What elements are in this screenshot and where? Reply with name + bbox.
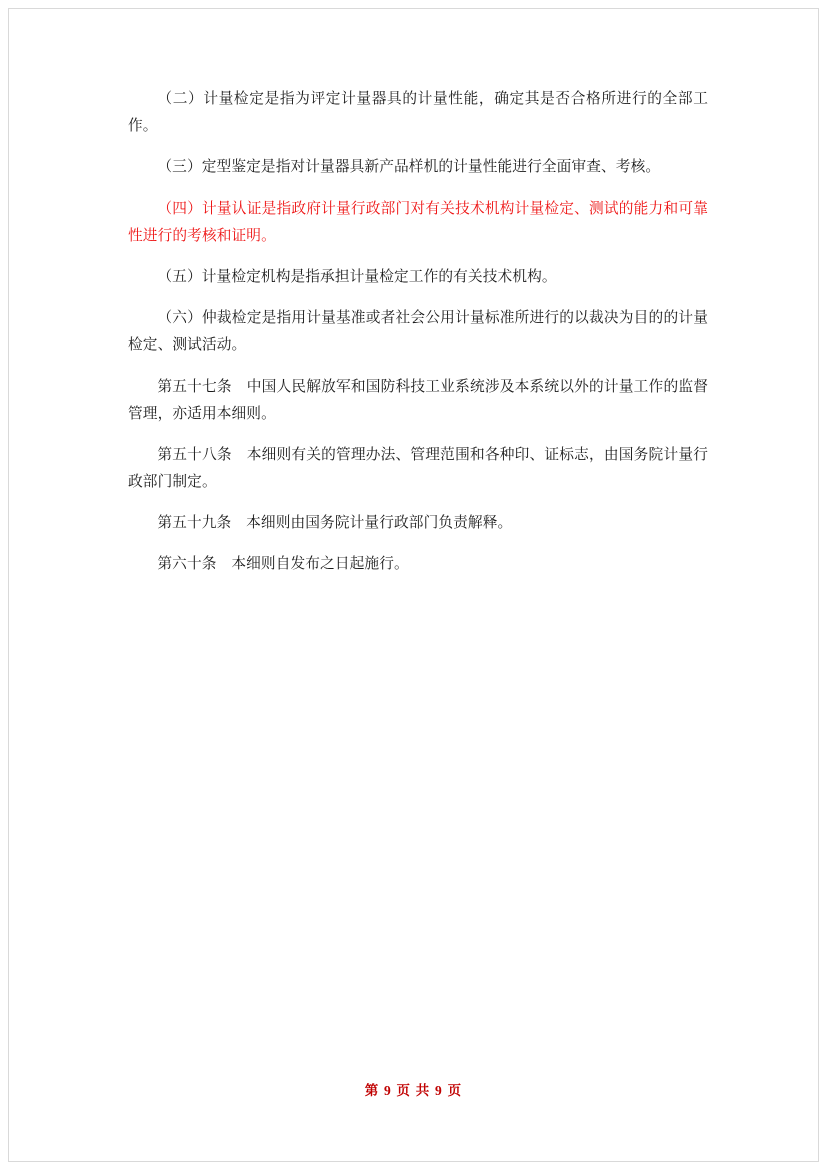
paragraph-article-59: 第五十九条 本细则由国务院计量行政部门负责解释。 [157, 515, 513, 532]
paragraph: （三）定型鉴定是指对计量器具新产品样机的计量性能进行全面审查、考核。 [157, 159, 661, 176]
paragraph-article-57: 第五十七条 中国人民解放军和国防科技工业系统涉及本系统以外的计量工作的监督管理，亦适用本细则。 [128, 378, 708, 422]
paragraph-article-60: 第六十条 本细则自发布之日起施行。 [157, 556, 409, 573]
paragraph: （六）仲裁检定是指用计量基准或者社会公用计量标准所进行的以裁决为目的的计量检定、测试活动。 [128, 310, 708, 354]
paragraph-article-58: 第五十八条 本细则有关的管理办法、管理范围和各种印、证标志，由国务院计量行政部门制定。 [128, 446, 708, 491]
paragraph-highlighted: （四）计量认证是指政府计量行政部门对有关技术机构计量检定、测试的能力和可靠性进行的考核和证明。 [128, 200, 708, 244]
page-footer-pagination: 第 9 页 共 9 页 [364, 1083, 463, 1098]
paragraph: （二）计量检定是指为评定计量器具的计量性能，确定其是否合格所进行的全部工作。 [128, 91, 708, 135]
document-body [128, 86, 708, 593]
paragraph: （五）计量检定机构是指承担计量检定工作的有关技术机构。 [157, 268, 557, 285]
